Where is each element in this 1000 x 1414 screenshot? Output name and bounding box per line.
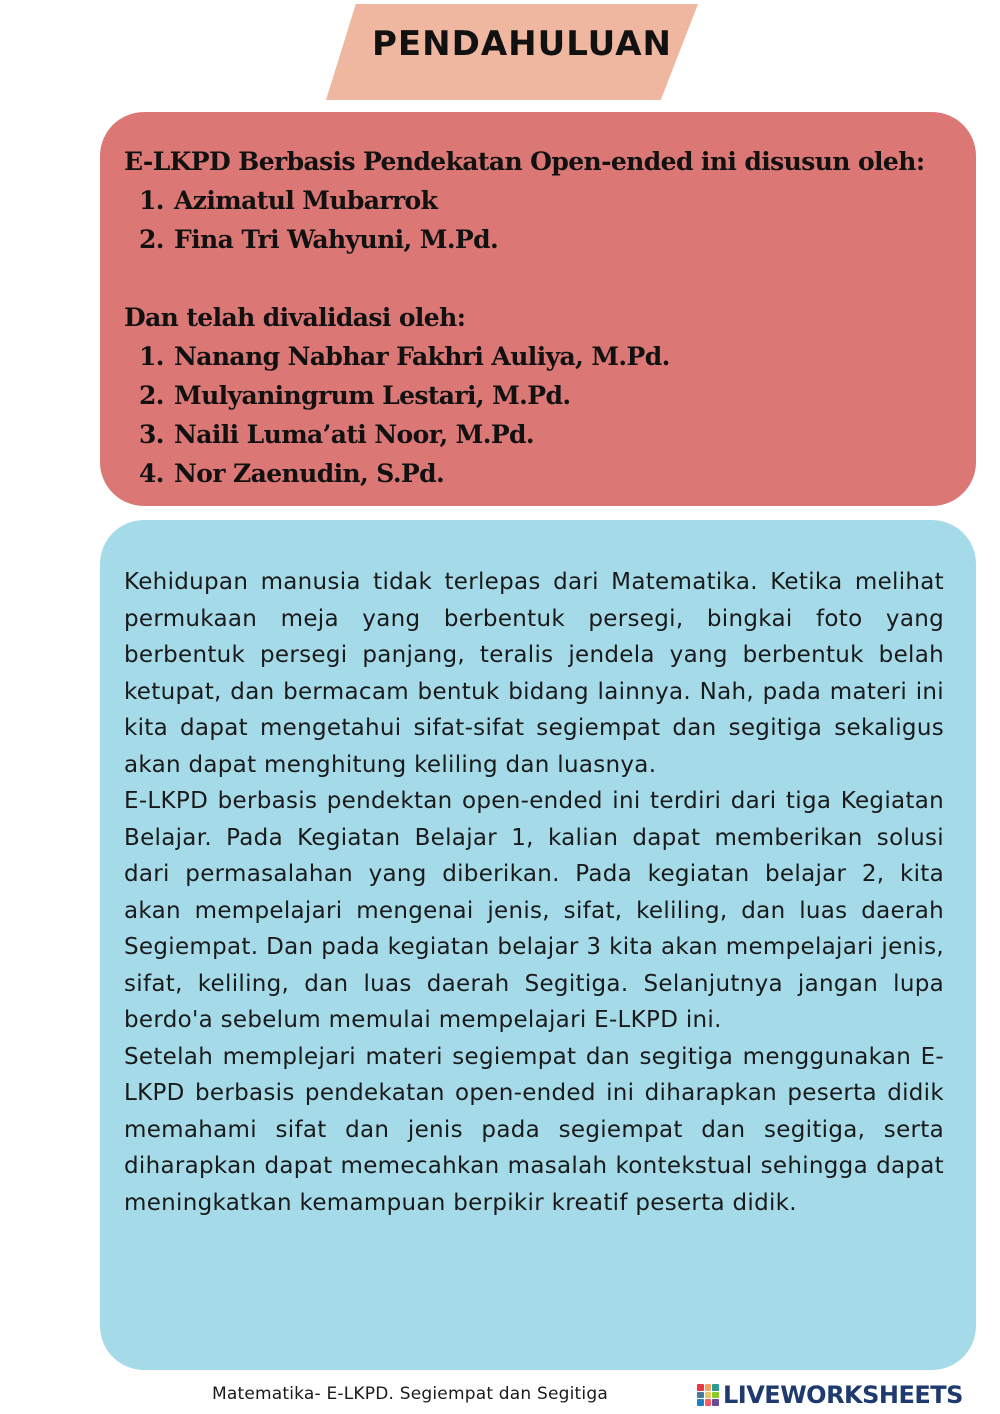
footer-caption: Matematika- E-LKPD. Segiempat dan Segitiga [212, 1384, 608, 1404]
liveworksheets-brand: LIVEWORKSHEETS [723, 1381, 963, 1409]
intro-paragraph: E-LKPD berbasis pendektan open-ended ini terdiri dari tiga Kegiatan Belajar. Pada Kegiatan Belajar 1, kalian dapat memberikan solusi dari permasalahan yang diberikan. Pada kegiatan belajar 2, kita akan mempelajari mengenai jenis, sifat, keliling, dan luas daerah Segiempat. Dan pada kegiatan belajar 3 kita akan mempelajari jenis, sifat, keliling, dan luas daerah Segitiga. Selanjutnya jangan lupa berdo'a sebelum memulai mempelajari E-LKPD ini. [124, 788, 944, 1033]
author-item: 2. Fina Tri Wahyuni, M.Pd. [172, 220, 952, 259]
liveworksheets-logo[interactable] [697, 1380, 963, 1410]
author-item: 1. Azimatul Mubarrok [172, 181, 952, 220]
authors-box [100, 112, 976, 506]
intro-paragraph: Kehidupan manusia tidak terlepas dari Matematika. Ketika melihat permukaan meja yang berbentuk persegi, bingkai foto yang berbentuk persegi panjang, teralis jendela yang berbentuk belah ketupat, dan bermacam bentuk bidang lainnya. Nah, pada materi ini kita dapat mengetahui sifat-sifat segiempat dan segitiga sekaligus akan dapat menghitung keliling dan luasnya. [124, 569, 944, 778]
liveworksheets-grid-icon [697, 1384, 719, 1406]
intro-paragraph: Setelah memplejari materi segiempat dan segitiga menggunakan E-LKPD berbasis pendekatan open-ended ini diharapkan peserta didik memahami sifat dan jenis pada segiempat dan segitiga, serta diharapkan dapat memecahkan masalah kontekstual sehingga dapat meningkatkan kemampuan berpikir kreatif peserta didik. [124, 1043, 944, 1216]
validators-heading: Dan telah divalidasi oleh: [124, 303, 466, 332]
validator-item: 1. Nanang Nabhar Fakhri Auliya, M.Pd. [172, 337, 952, 376]
page-title: PENDAHULUAN [372, 24, 672, 64]
validators-list [124, 337, 952, 493]
intro-box [100, 520, 976, 1370]
authors-heading: E-LKPD Berbasis Pendekatan Open-ended ini disusun oleh: [124, 147, 925, 176]
validator-item: 2. Mulyaningrum Lestari, M.Pd. [172, 376, 952, 415]
validator-item: 3. Naili Luma’ati Noor, M.Pd. [172, 415, 952, 454]
authors-list [124, 181, 952, 259]
validator-item: 4. Nor Zaenudin, S.Pd. [172, 454, 952, 493]
